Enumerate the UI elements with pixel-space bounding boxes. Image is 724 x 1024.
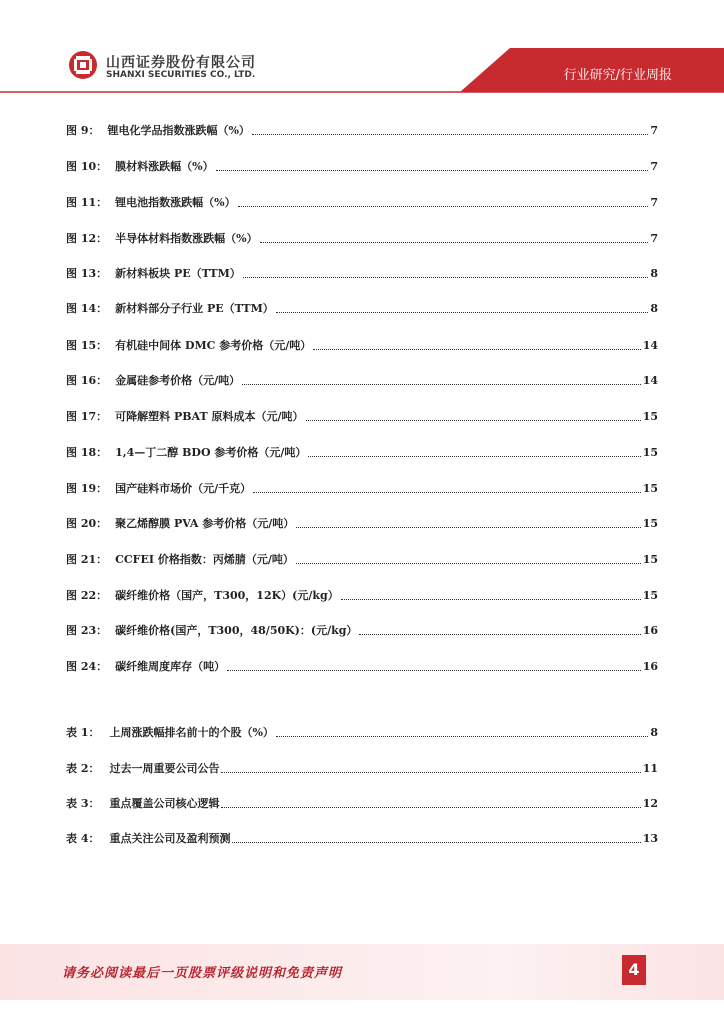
entry-page: 8 <box>650 726 658 739</box>
toc-entry-figure[interactable] <box>66 122 658 138</box>
entry-label: 表 2： <box>66 762 100 775</box>
entry-label: 图 21： <box>66 553 108 566</box>
entry-title: 可降解塑料 PBAT 原料成本（元/吨） <box>115 410 304 423</box>
toc-entry-figure[interactable] <box>66 408 658 424</box>
entry-title: 上周涨跌幅排名前十的个股（%） <box>109 726 274 739</box>
entry-label: 图 12： <box>66 232 108 245</box>
toc-entry-figure[interactable] <box>66 658 658 674</box>
dot-leader <box>296 563 641 564</box>
entry-label: 图 22： <box>66 589 108 602</box>
header-banner <box>0 0 724 100</box>
entry-title: 新材料板块 PE（TTM） <box>115 267 241 280</box>
toc-entry-figure[interactable] <box>66 372 658 388</box>
entry-title: 金属硅参考价格（元/吨） <box>115 374 241 387</box>
entry-label: 图 23： <box>66 624 108 637</box>
entry-page: 12 <box>642 797 658 810</box>
dot-leader <box>242 384 641 385</box>
dot-leader <box>221 772 640 773</box>
entry-title: 碳纤维价格（国产，T300，12K）(元/kg） <box>115 589 339 602</box>
entry-label: 图 9： <box>66 124 100 137</box>
dot-leader <box>359 634 640 635</box>
entry-label: 图 17： <box>66 410 108 423</box>
entry-page: 13 <box>642 832 658 845</box>
toc-entry-figure[interactable] <box>66 551 658 567</box>
entry-label: 图 19： <box>66 482 108 495</box>
entry-label: 图 15： <box>66 339 108 352</box>
entry-page: 7 <box>650 160 658 173</box>
company-name-en: SHANXI SECURITIES CO., LTD. <box>106 70 256 80</box>
entry-label: 图 14： <box>66 302 108 315</box>
toc-entry-figure[interactable] <box>66 622 658 638</box>
entry-title: 碳纤维周度库存（吨） <box>115 660 226 673</box>
dot-leader <box>253 492 641 493</box>
entry-page: 7 <box>650 196 658 209</box>
entry-title: 新材料部分子行业 PE（TTM） <box>115 302 274 315</box>
entry-title: 锂电池指数涨跌幅（%） <box>115 196 236 209</box>
entry-label: 图 24： <box>66 660 108 673</box>
toc-entry-figure[interactable] <box>66 230 658 246</box>
entry-page: 15 <box>642 482 658 495</box>
entry-page: 16 <box>642 624 658 637</box>
toc-entry-figure[interactable] <box>66 265 658 281</box>
dot-leader <box>238 206 649 207</box>
dot-leader <box>341 599 641 600</box>
entry-label: 图 10： <box>66 160 108 173</box>
entry-title: 半导体材料指数涨跌幅（%） <box>115 232 258 245</box>
toc-entry-figure[interactable] <box>66 515 658 531</box>
dot-leader <box>252 134 648 135</box>
toc-entry-figure[interactable] <box>66 587 658 603</box>
report-type: 行业研究/行业周报 <box>563 68 672 83</box>
dot-leader <box>232 842 640 843</box>
entry-title: 有机硅中间体 DMC 参考价格（元/吨） <box>115 339 312 352</box>
entry-label: 表 3： <box>66 797 100 810</box>
entry-title: CCFEI 价格指数：丙烯腈（元/吨） <box>115 553 294 566</box>
dot-leader <box>276 312 649 313</box>
entry-page: 7 <box>650 232 658 245</box>
entry-page: 15 <box>642 517 658 530</box>
dot-leader <box>243 277 649 278</box>
entry-page: 15 <box>642 446 658 459</box>
dot-leader <box>216 170 649 171</box>
dot-leader <box>276 736 648 737</box>
company-name-cn: 山西证券股份有限公司 <box>106 55 256 71</box>
entry-title: 重点关注公司及盈利预测 <box>109 832 231 845</box>
company-logo-icon <box>68 50 98 80</box>
entry-page: 16 <box>642 660 658 673</box>
entry-label: 图 13： <box>66 267 108 280</box>
entry-title: 聚乙烯醇膜 PVA 参考价格（元/吨） <box>115 517 295 530</box>
dot-leader <box>296 527 640 528</box>
page-number: 4 <box>622 955 646 985</box>
toc-entry-table[interactable] <box>66 830 658 846</box>
toc-entry-figure[interactable] <box>66 337 658 353</box>
toc-entry-figure[interactable] <box>66 300 658 316</box>
entry-page: 11 <box>642 762 658 775</box>
dot-leader <box>260 242 649 243</box>
entry-title: 膜材料涨跌幅（%） <box>115 160 214 173</box>
entry-page: 7 <box>650 124 658 137</box>
dot-leader <box>308 456 640 457</box>
toc-entry-table[interactable] <box>66 724 658 740</box>
dot-leader <box>227 670 641 671</box>
toc-entry-figure[interactable] <box>66 194 658 210</box>
entry-page: 8 <box>650 267 658 280</box>
entry-page: 15 <box>642 410 658 423</box>
toc-entry-table[interactable] <box>66 760 658 776</box>
entry-page: 14 <box>642 374 658 387</box>
entry-label: 图 11： <box>66 196 108 209</box>
entry-label: 图 16： <box>66 374 108 387</box>
entry-title: 国产硅料市场价（元/千克） <box>115 482 252 495</box>
entry-page: 8 <box>650 302 658 315</box>
entry-label: 图 20： <box>66 517 108 530</box>
entry-page: 15 <box>642 553 658 566</box>
entry-title: 1,4—丁二醇 BDO 参考价格（元/吨） <box>115 446 307 459</box>
entry-page: 14 <box>642 339 658 352</box>
entry-page: 15 <box>642 589 658 602</box>
footer-disclaimer: 请务必阅读最后一页股票评级说明和免责声明 <box>62 966 343 981</box>
dot-leader <box>313 349 640 350</box>
entry-title: 过去一周重要公司公告 <box>109 762 220 775</box>
entry-title: 锂电化学品指数涨跌幅（%） <box>107 124 250 137</box>
entry-label: 表 4： <box>66 832 100 845</box>
dot-leader <box>306 420 641 421</box>
entry-title: 碳纤维价格(国产，T300，48/50K)：(元/kg） <box>115 624 358 637</box>
toc-entry-figure[interactable] <box>66 158 658 174</box>
page-header <box>0 0 724 100</box>
toc-entry-figure[interactable] <box>66 444 658 460</box>
toc-entry-table[interactable] <box>66 795 658 811</box>
toc-entry-figure[interactable] <box>66 480 658 496</box>
dot-leader <box>221 807 640 808</box>
entry-label: 表 1： <box>66 726 100 739</box>
entry-label: 图 18： <box>66 446 108 459</box>
entry-title: 重点覆盖公司核心逻辑 <box>109 797 220 810</box>
